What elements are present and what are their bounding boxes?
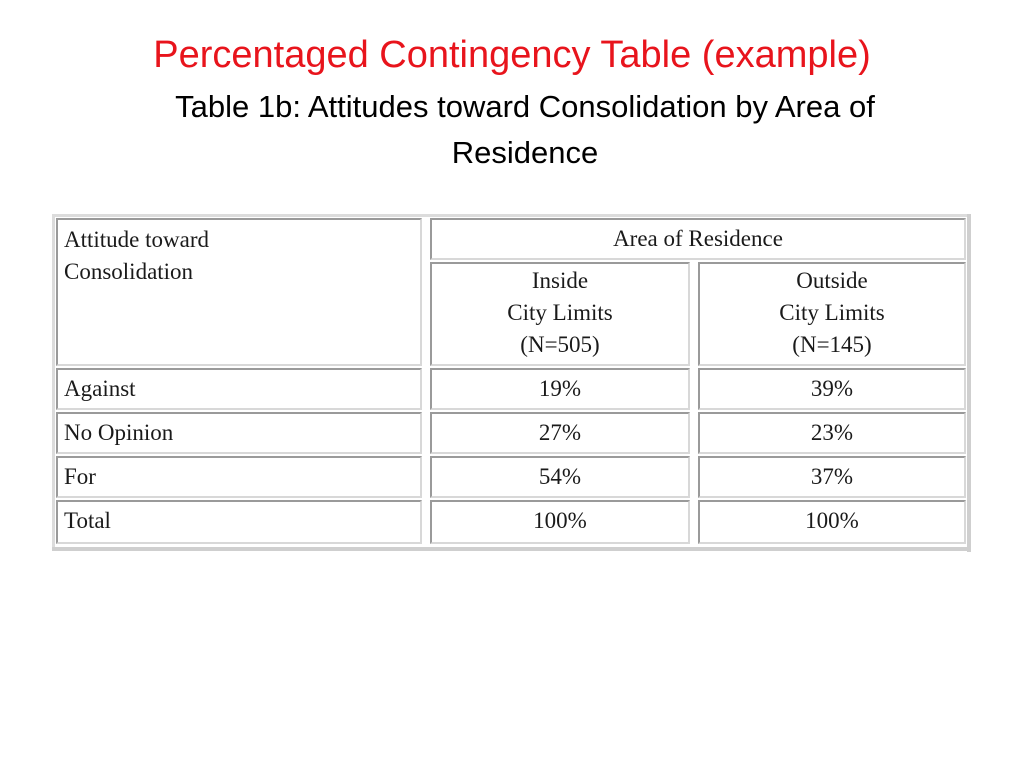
cell-for-outside: 37% bbox=[698, 456, 966, 498]
slide-subtitle: Table 1b: Attitudes toward Consolidation by Area of Residence bbox=[175, 89, 875, 170]
column-header-inside-line-1: Inside bbox=[531, 268, 589, 293]
table-outer-border-left bbox=[52, 214, 55, 551]
contingency-table bbox=[52, 214, 972, 552]
row-label-total: Total bbox=[56, 500, 422, 544]
row-label-against: Against bbox=[56, 368, 422, 410]
spanner-header-label: Area of Residence bbox=[613, 226, 783, 251]
cell-against-outside: 39% bbox=[698, 368, 966, 410]
column-header-inside bbox=[430, 262, 690, 366]
column-header-outside-line-2: City Limits bbox=[779, 300, 885, 325]
cell-no-opinion-outside: 23% bbox=[698, 412, 966, 454]
table-outer-border-top bbox=[52, 214, 971, 217]
column-header-inside-line-3: (N=505) bbox=[520, 332, 600, 357]
cell-for-inside: 54% bbox=[430, 456, 690, 498]
stub-header-line-2: Consolidation bbox=[64, 259, 194, 284]
table-outer-border-right bbox=[967, 214, 971, 552]
cell-no-opinion-inside: 27% bbox=[430, 412, 690, 454]
cell-total-inside: 100% bbox=[430, 500, 690, 544]
column-header-inside-line-2: City Limits bbox=[507, 300, 613, 325]
column-header-outside-line-1: Outside bbox=[796, 268, 868, 293]
row-label-for: For bbox=[56, 456, 422, 498]
column-header-outside bbox=[698, 262, 966, 366]
row-label-no-opinion: No Opinion bbox=[56, 412, 422, 454]
stub-header-line-1: Attitude toward bbox=[64, 227, 209, 252]
slide-title: Percentaged Contingency Table (example) bbox=[153, 34, 871, 76]
cell-total-outside: 100% bbox=[698, 500, 966, 544]
column-header-outside-line-3: (N=145) bbox=[792, 332, 872, 357]
cell-against-inside: 19% bbox=[430, 368, 690, 410]
spanner-header-cell bbox=[430, 218, 966, 260]
table-outer-border-bottom bbox=[52, 547, 971, 551]
stub-header-cell bbox=[56, 218, 422, 366]
